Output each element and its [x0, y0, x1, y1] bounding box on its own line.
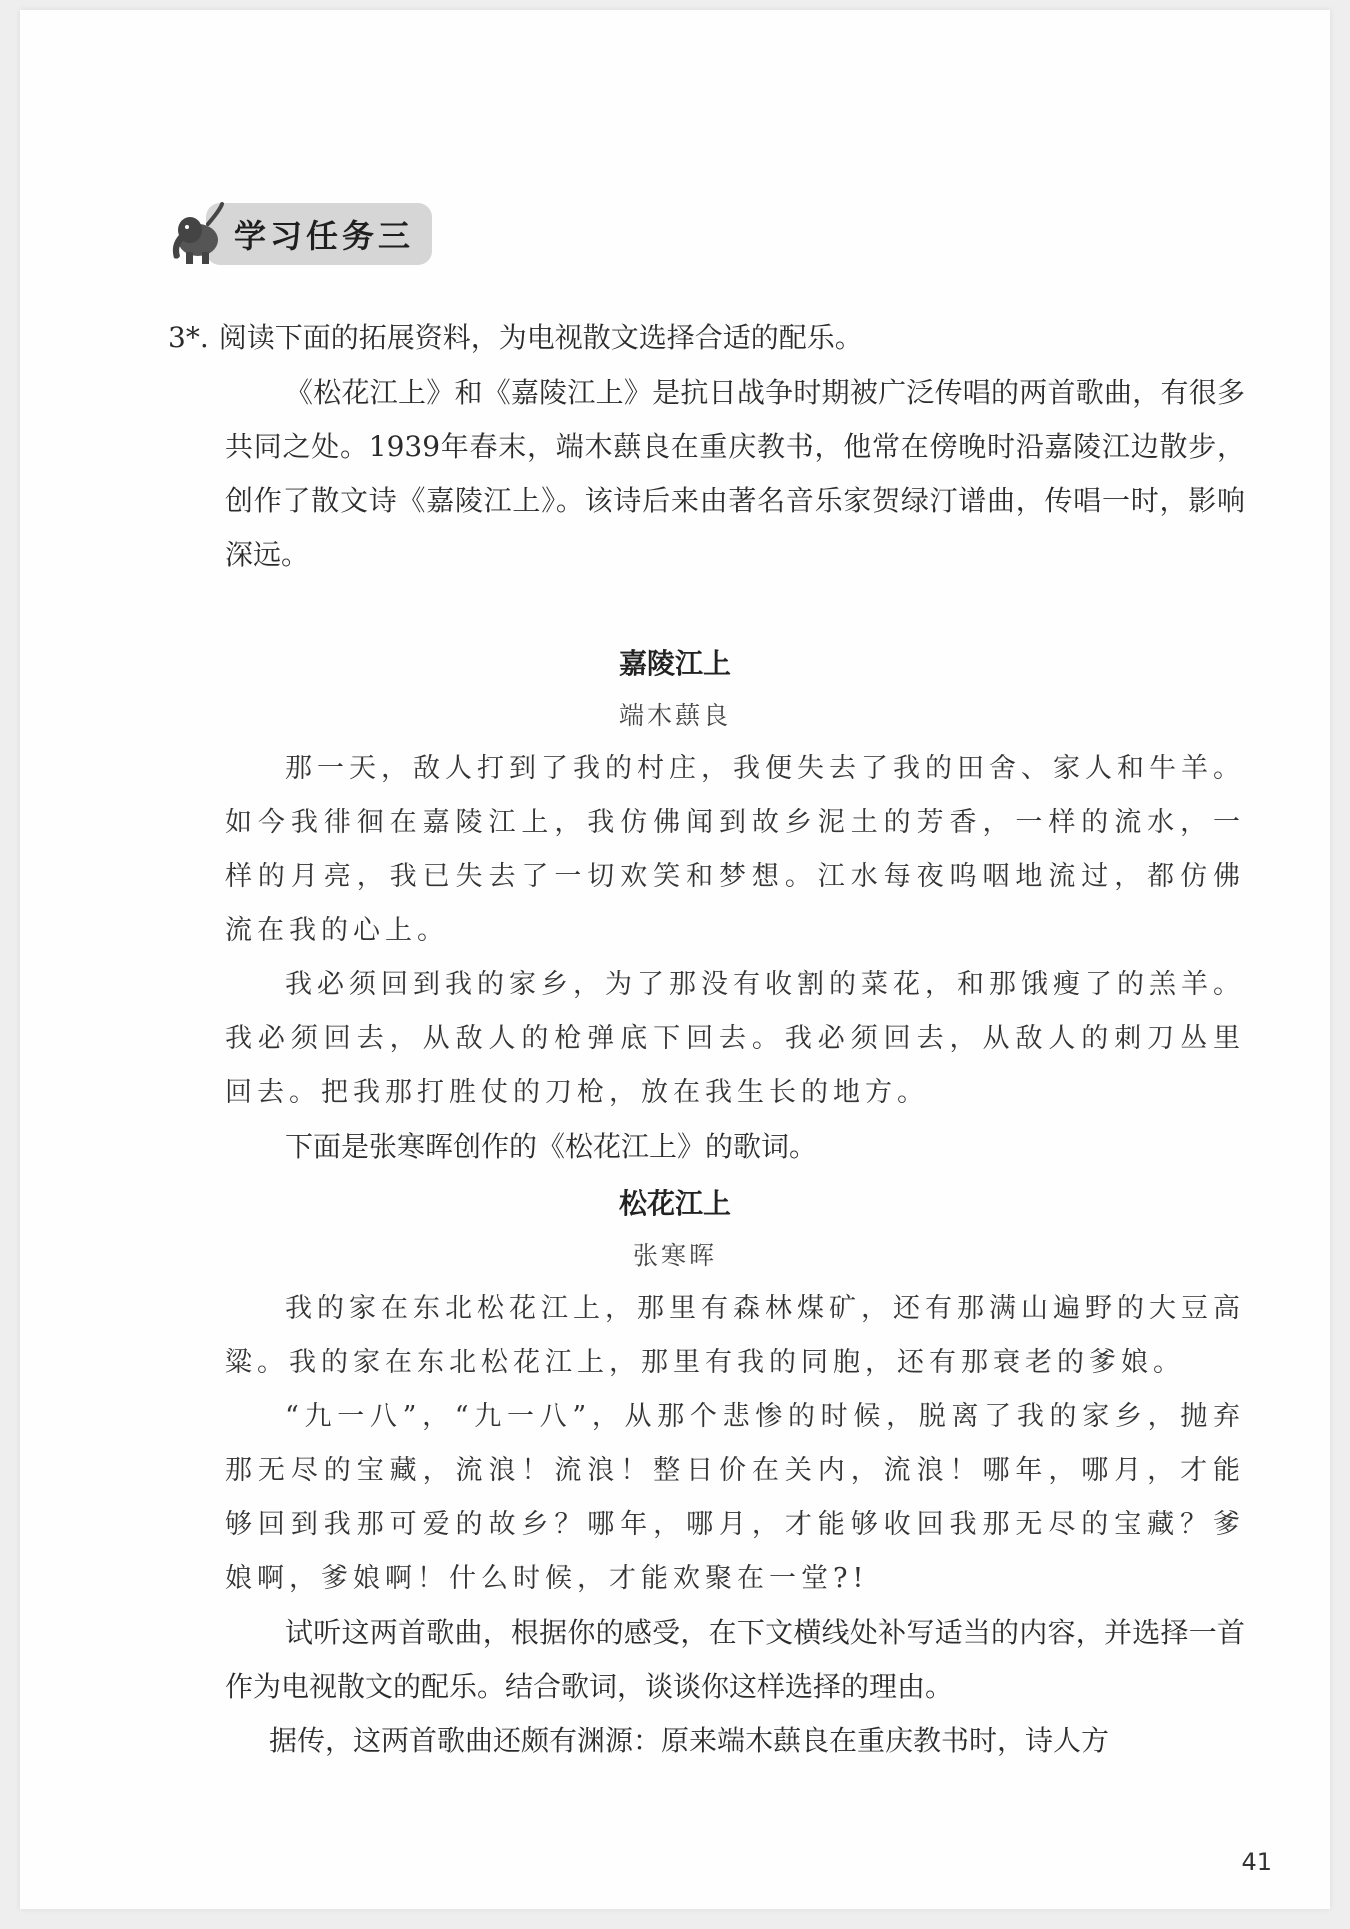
instruction-paragraph: 试听这两首歌曲，根据你的感受，在下文横线处补写适当的内容，并选择一首作为电视散文的配乐。结合歌词，谈谈你这样选择的理由。 [225, 1616, 1245, 1703]
last-paragraph: 据传，这两首歌曲还颇有渊源：原来端木蕻良在重庆教书时，诗人方 [269, 1724, 1110, 1757]
poem1-author: 端木蕻良 [618, 701, 731, 730]
question-number: 3*. [168, 321, 209, 354]
section-header [168, 200, 432, 268]
poem1-paragraph-1: 那一天，敌人打到了我的村庄，我便失去了我的田舍、家人和牛羊。如今我徘徊在嘉陵江上，我仿佛闻到故乡泥土的芳香，一样的流水，一样的月亮，我已失去了一切欢笑和梦想。江水每夜呜咽地流过，都仿佛流在我的心上。 [225, 753, 1245, 946]
question-text: 阅读下面的拓展资料，为电视散文选择合适的配乐。 [218, 321, 863, 354]
intro-paragraph: 《松花江上》和《嘉陵江上》是抗日战争时期被广泛传唱的两首歌曲，有很多共同之处。1939年春末，端木蕻良在重庆教书，他常在傍晚时沿嘉陵江边散步，创作了散文诗《嘉陵江上》。该诗后来由著名音乐家贺绿汀谱曲，传唱一时，影响深远。 [225, 376, 1245, 571]
question-line [168, 318, 863, 358]
poem1-paragraph-2: 我必须回到我的家乡，为了那没有收割的菜花，和那饿瘦了的羔羊。我必须回去，从敌人的枪弹底下回去。我必须回去，从敌人的刺刀丛里回去。把我那打胜仗的刀枪，放在我生长的地方。 [225, 969, 1245, 1108]
page-number: 41 [1241, 1848, 1272, 1876]
poem2-paragraph-1: 我的家在东北松花江上，那里有森林煤矿，还有那满山遍野的大豆高粱。我的家在东北松花江上，那里有我的同胞，还有那衰老的爹娘。 [225, 1293, 1245, 1378]
textbook-page [20, 10, 1330, 1909]
transition-paragraph: 下面是张寒晖创作的《松花江上》的歌词。 [285, 1130, 818, 1163]
poem2-paragraph-2: “九一八”，“九一八”，从那个悲惨的时候，脱离了我的家乡，抛弃那无尽的宝藏，流浪！流浪！整日价在关内，流浪！哪年，哪月，才能够回到我那可爱的故乡？哪年，哪月，才能够收回我那无尽的宝藏？爹娘啊，爹娘啊！什么时候，才能欢聚在一堂?! [225, 1401, 1245, 1594]
poem2-author: 张寒晖 [632, 1241, 717, 1270]
elephant-icon [168, 200, 226, 268]
section-title: 学习任务三 [206, 203, 432, 265]
poem1-title: 嘉陵江上 [618, 647, 731, 680]
poem2-title: 松花江上 [618, 1187, 731, 1220]
